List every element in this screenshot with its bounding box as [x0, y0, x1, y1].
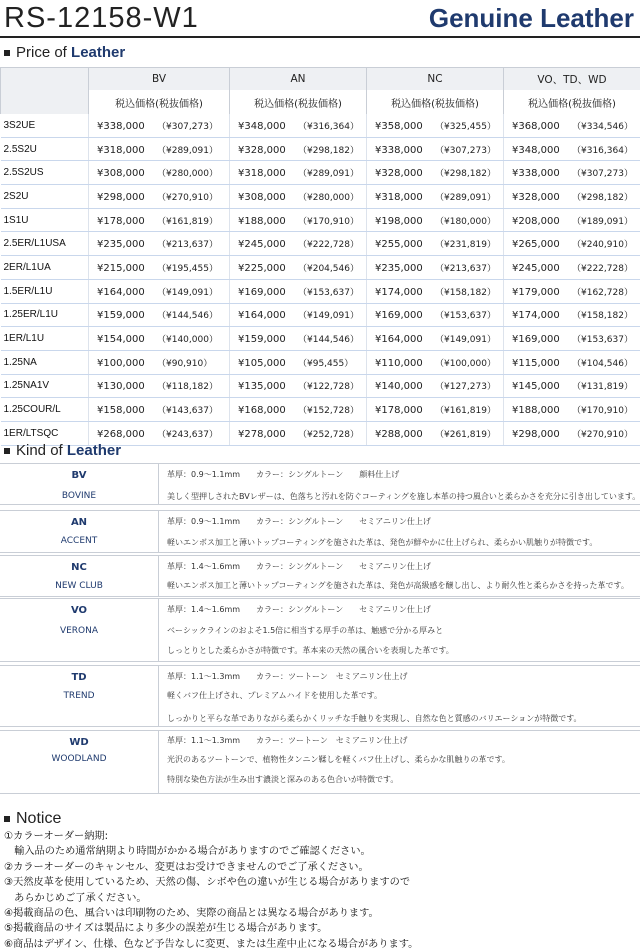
price-cell	[89, 137, 230, 161]
model-name: 1.25NA	[1, 350, 89, 374]
column-header: AN	[230, 68, 367, 91]
price-cell	[367, 137, 504, 161]
kind-code: VO	[0, 605, 158, 616]
tax-excluded-price: （¥213,637）	[435, 261, 496, 274]
tax-included-price: ¥235,000	[89, 239, 157, 250]
price-row	[1, 114, 640, 137]
notice-line: ③天然皮革を使用しているため、天然の傷、シボや色の違いが生じる場合がありますので	[4, 875, 418, 890]
tax-excluded-price: （¥289,091）	[435, 190, 496, 203]
tax-included-price: ¥298,000	[504, 429, 572, 440]
price-cell	[367, 114, 504, 137]
bullet-square-icon	[4, 50, 10, 56]
tax-excluded-price: （¥325,455）	[435, 119, 496, 132]
price-row	[1, 161, 640, 185]
notice-line: 輸入品のため通常納期より時間がかかる場合がありますのでご確認ください。	[4, 844, 418, 859]
subheader-blank	[1, 90, 89, 114]
price-cell	[504, 161, 640, 185]
price-cell	[504, 327, 640, 351]
column-subheader: 税込価格(税抜価格)	[230, 90, 367, 114]
tax-included-price: ¥168,000	[230, 405, 298, 416]
tax-included-price: ¥265,000	[504, 239, 572, 250]
tax-included-price: ¥164,000	[367, 334, 435, 345]
price-cell	[504, 114, 640, 137]
price-cell	[230, 161, 367, 185]
bullet-square-icon	[4, 448, 10, 454]
price-cell	[367, 350, 504, 374]
tax-included-price: ¥140,000	[367, 381, 435, 392]
model-name: 1ER/L1U	[1, 327, 89, 351]
kind-block-bv	[0, 463, 640, 505]
tax-excluded-price: （¥261,819）	[435, 427, 496, 440]
price-section-title: Price of Leather	[4, 44, 125, 61]
tax-excluded-price: （¥316,364）	[298, 119, 359, 132]
price-header-row	[1, 68, 640, 91]
price-row	[1, 303, 640, 327]
model-name: 3S2UE	[1, 114, 89, 137]
tax-included-price: ¥174,000	[367, 287, 435, 298]
tax-excluded-price: （¥144,546）	[157, 308, 218, 321]
tax-excluded-price: （¥307,273）	[157, 119, 218, 132]
price-cell	[367, 161, 504, 185]
model-name: 1.25NA1V	[1, 374, 89, 398]
tax-excluded-price: （¥280,000）	[298, 190, 359, 203]
tax-excluded-price: （¥144,546）	[298, 332, 359, 345]
tax-excluded-price: （¥100,000）	[435, 356, 496, 369]
price-cell	[230, 185, 367, 209]
kind-block-td	[0, 665, 640, 727]
tax-excluded-price: （¥149,091）	[298, 308, 359, 321]
price-row	[1, 137, 640, 161]
notice-list	[4, 829, 418, 952]
tax-excluded-price: （¥240,910）	[572, 237, 633, 250]
price-cell	[367, 421, 504, 445]
price-cell	[504, 185, 640, 209]
price-cell	[89, 208, 230, 232]
model-name: 1ER/LTSQC	[1, 421, 89, 445]
tax-excluded-price: （¥122,728）	[298, 379, 359, 392]
tax-excluded-price: （¥161,819）	[435, 403, 496, 416]
tax-excluded-price: （¥270,910）	[157, 190, 218, 203]
tax-included-price: ¥100,000	[89, 358, 157, 369]
tax-included-price: ¥225,000	[230, 263, 298, 274]
tax-excluded-price: （¥316,364）	[572, 143, 633, 156]
price-cell	[367, 303, 504, 327]
price-cell	[230, 303, 367, 327]
kind-code: NC	[0, 562, 158, 573]
kind-left	[0, 511, 159, 552]
kind-name: VERONA	[0, 626, 158, 636]
tax-excluded-price: （¥131,819）	[572, 379, 633, 392]
model-name: 2.5S2US	[1, 161, 89, 185]
notice-line: ②カラーオーダーのキャンセル、変更はお受けできませんのでご了承ください。	[4, 860, 418, 875]
tax-included-price: ¥308,000	[89, 168, 157, 179]
price-cell	[367, 327, 504, 351]
price-cell	[89, 374, 230, 398]
price-cell	[230, 137, 367, 161]
tax-excluded-price: （¥298,182）	[435, 166, 496, 179]
tax-excluded-price: （¥118,182）	[157, 379, 218, 392]
price-cell	[504, 256, 640, 280]
tax-included-price: ¥298,000	[89, 192, 157, 203]
kind-line: 革厚：1.4～1.6mm カラー：シングルトーン セミアニリン仕上げ	[167, 604, 431, 615]
tax-included-price: ¥338,000	[504, 168, 572, 179]
kind-left	[0, 464, 159, 504]
kind-name: ACCENT	[0, 536, 158, 546]
price-cell	[504, 137, 640, 161]
kind-line: 軽いエンボス加工と薄いトップコーティングを施された革は、発色が高級感を醸し出し、より耐久性と柔らかさを持った革です。	[167, 580, 629, 591]
price-cell	[89, 232, 230, 256]
tax-excluded-price: （¥280,000）	[157, 166, 218, 179]
price-cell	[504, 303, 640, 327]
tax-included-price: ¥159,000	[230, 334, 298, 345]
price-row	[1, 232, 640, 256]
price-cell	[504, 350, 640, 374]
price-subheader-row	[1, 90, 640, 114]
price-cell	[89, 398, 230, 422]
price-cell	[504, 232, 640, 256]
tax-excluded-price: （¥213,637）	[157, 237, 218, 250]
tax-included-price: ¥318,000	[230, 168, 298, 179]
model-name: 2ER/L1UA	[1, 256, 89, 280]
price-cell	[367, 256, 504, 280]
price-cell	[367, 374, 504, 398]
price-cell	[230, 114, 367, 137]
price-row	[1, 256, 640, 280]
tax-included-price: ¥169,000	[504, 334, 572, 345]
kind-line: 革厚：1.4～1.6mm カラー：シングルトーン セミアニリン仕上げ	[167, 561, 431, 572]
tax-included-price: ¥154,000	[89, 334, 157, 345]
price-cell	[230, 374, 367, 398]
kind-block-an	[0, 510, 640, 553]
price-cell	[230, 208, 367, 232]
tax-excluded-price: （¥180,000）	[435, 214, 496, 227]
price-row	[1, 350, 640, 374]
tax-excluded-price: （¥153,637）	[435, 308, 496, 321]
kind-line: しっとりとした柔らかさが特徴です。革本来の天然の風合いを表現した革です。	[167, 645, 454, 656]
price-cell	[367, 185, 504, 209]
price-cell	[504, 398, 640, 422]
model-name: 2.5S2U	[1, 137, 89, 161]
kind-name: BOVINE	[0, 491, 158, 501]
bullet-square-icon	[4, 816, 10, 822]
model-name: 1.25ER/L1U	[1, 303, 89, 327]
tax-excluded-price: （¥298,182）	[298, 143, 359, 156]
tax-included-price: ¥245,000	[230, 239, 298, 250]
tax-included-price: ¥328,000	[230, 145, 298, 156]
kind-line: 革厚：0.9～1.1mm カラー：シングルトーン 顔料仕上げ	[167, 469, 399, 480]
tax-included-price: ¥159,000	[89, 310, 157, 321]
tax-excluded-price: （¥149,091）	[435, 332, 496, 345]
price-row	[1, 279, 640, 303]
tax-included-price: ¥348,000	[504, 145, 572, 156]
tax-included-price: ¥135,000	[230, 381, 298, 392]
kind-line: 軽いエンボス加工と薄いトップコーティングを施された革は、発色が鮮やかに仕上げられ、柔らかい肌触りが特徴です。	[167, 537, 597, 548]
tax-excluded-price: （¥127,273）	[435, 379, 496, 392]
column-subheader: 税込価格(税抜価格)	[367, 90, 504, 114]
tax-included-price: ¥338,000	[367, 145, 435, 156]
kind-name: TREND	[0, 691, 158, 701]
tax-included-price: ¥318,000	[367, 192, 435, 203]
tax-included-price: ¥169,000	[367, 310, 435, 321]
tax-included-price: ¥169,000	[230, 287, 298, 298]
tax-excluded-price: （¥158,182）	[572, 308, 633, 321]
kind-left	[0, 666, 159, 726]
tax-included-price: ¥278,000	[230, 429, 298, 440]
price-cell	[504, 208, 640, 232]
tax-excluded-price: （¥222,728）	[298, 237, 359, 250]
price-table	[0, 67, 640, 446]
kind-name: WOODLAND	[0, 754, 158, 764]
price-cell	[367, 232, 504, 256]
tax-included-price: ¥328,000	[367, 168, 435, 179]
kind-code: AN	[0, 517, 158, 528]
kind-line: 特別な染色方法が生み出す濃淡と深みのある色合いが特徴です。	[167, 774, 398, 785]
tax-excluded-price: （¥289,091）	[157, 143, 218, 156]
model-number: RS-12158-W1	[4, 2, 199, 35]
tax-included-price: ¥179,000	[504, 287, 572, 298]
tax-excluded-price: （¥95,455）	[298, 356, 353, 369]
kind-line: 革厚：1.1～1.3mm カラー：ツートーン セミアニリン仕上げ	[167, 671, 407, 682]
kind-line: 美しく型押しされたBVレザーは、色落ちと汚れを防ぐコーティングを施し本革の持つ風合いと柔らかさを充分に引き出しています。	[167, 491, 640, 502]
tax-excluded-price: （¥307,273）	[435, 143, 496, 156]
tax-excluded-price: （¥162,728）	[572, 285, 633, 298]
kind-line: ベーシックラインのおよそ1.5倍に相当する厚手の革は、触感で分かる厚みと	[167, 625, 443, 636]
tax-included-price: ¥348,000	[230, 121, 298, 132]
price-row	[1, 185, 640, 209]
price-cell	[230, 232, 367, 256]
tax-excluded-price: （¥298,182）	[572, 190, 633, 203]
column-header: NC	[367, 68, 504, 91]
column-subheader: 税込価格(税抜価格)	[89, 90, 230, 114]
tax-excluded-price: （¥170,910）	[298, 214, 359, 227]
notice-line: あらかじめご了承ください。	[4, 891, 418, 906]
price-cell	[89, 256, 230, 280]
tax-excluded-price: （¥90,910）	[157, 356, 212, 369]
tax-included-price: ¥208,000	[504, 216, 572, 227]
tax-included-price: ¥188,000	[230, 216, 298, 227]
tax-excluded-price: （¥158,182）	[435, 285, 496, 298]
tax-excluded-price: （¥195,455）	[157, 261, 218, 274]
tax-excluded-price: （¥289,091）	[298, 166, 359, 179]
price-row	[1, 208, 640, 232]
column-subheader: 税込価格(税抜価格)	[504, 90, 640, 114]
tax-included-price: ¥188,000	[504, 405, 572, 416]
notice-line: ④掲載商品の色、風合いは印刷物のため、実際の商品とは異なる場合があります。	[4, 906, 418, 921]
tax-included-price: ¥235,000	[367, 263, 435, 274]
price-cell	[504, 421, 640, 445]
tax-included-price: ¥318,000	[89, 145, 157, 156]
notice-line: ①カラーオーダー納期:	[4, 829, 418, 844]
tax-included-price: ¥174,000	[504, 310, 572, 321]
notice-line: ⑤掲載商品のサイズは製品により多少の誤差が生じる場合があります。	[4, 921, 418, 936]
notice-title: Notice	[4, 810, 61, 828]
tax-included-price: ¥130,000	[89, 381, 157, 392]
kind-line: 軽くバフ仕上げされ、プレミアムハイドを使用した革です。	[167, 690, 382, 701]
tax-included-price: ¥164,000	[89, 287, 157, 298]
kind-block-wd	[0, 730, 640, 794]
tax-included-price: ¥358,000	[367, 121, 435, 132]
price-cell	[504, 279, 640, 303]
tax-included-price: ¥105,000	[230, 358, 298, 369]
model-name: 2S2U	[1, 185, 89, 209]
tax-excluded-price: （¥307,273）	[572, 166, 633, 179]
tax-excluded-price: （¥252,728）	[298, 427, 359, 440]
header-blank	[1, 68, 89, 91]
tax-excluded-price: （¥140,000）	[157, 332, 218, 345]
header-rule	[0, 36, 640, 38]
price-cell	[230, 256, 367, 280]
brand-title: Genuine Leather	[429, 3, 634, 34]
tax-included-price: ¥215,000	[89, 263, 157, 274]
tax-excluded-price: （¥231,819）	[435, 237, 496, 250]
tax-included-price: ¥245,000	[504, 263, 572, 274]
model-name: 1S1U	[1, 208, 89, 232]
kind-line: 光沢のあるツートーンで、植物性タンニン鞣しを軽くバフ仕上げし、柔らかな肌触りの革です。	[167, 754, 510, 765]
page-header	[0, 0, 640, 38]
price-cell	[230, 327, 367, 351]
kind-block-nc	[0, 555, 640, 597]
price-cell	[367, 208, 504, 232]
tax-excluded-price: （¥104,546）	[572, 356, 633, 369]
tax-included-price: ¥110,000	[367, 358, 435, 369]
price-cell	[367, 398, 504, 422]
price-cell	[367, 279, 504, 303]
tax-included-price: ¥328,000	[504, 192, 572, 203]
tax-included-price: ¥198,000	[367, 216, 435, 227]
price-cell	[504, 374, 640, 398]
tax-excluded-price: （¥152,728）	[298, 403, 359, 416]
tax-excluded-price: （¥153,637）	[298, 285, 359, 298]
price-cell	[89, 303, 230, 327]
tax-included-price: ¥255,000	[367, 239, 435, 250]
tax-included-price: ¥158,000	[89, 405, 157, 416]
tax-excluded-price: （¥170,910）	[572, 403, 633, 416]
tax-excluded-price: （¥270,910）	[572, 427, 633, 440]
tax-included-price: ¥308,000	[230, 192, 298, 203]
price-cell	[89, 161, 230, 185]
tax-excluded-price: （¥204,546）	[298, 261, 359, 274]
tax-excluded-price: （¥143,637）	[157, 403, 218, 416]
tax-included-price: ¥145,000	[504, 381, 572, 392]
tax-included-price: ¥288,000	[367, 429, 435, 440]
price-row	[1, 374, 640, 398]
model-name: 2.5ER/L1USA	[1, 232, 89, 256]
tax-included-price: ¥268,000	[89, 429, 157, 440]
kind-left	[0, 556, 159, 596]
column-header: BV	[89, 68, 230, 91]
kind-code: BV	[0, 470, 158, 481]
tax-included-price: ¥115,000	[504, 358, 572, 369]
kind-code: TD	[0, 672, 158, 683]
kind-left	[0, 599, 159, 661]
price-cell	[230, 350, 367, 374]
kind-block-vo	[0, 598, 640, 662]
tax-included-price: ¥368,000	[504, 121, 572, 132]
tax-included-price: ¥178,000	[89, 216, 157, 227]
column-header: VO、TD、WD	[504, 68, 640, 91]
tax-excluded-price: （¥334,546）	[572, 119, 633, 132]
tax-excluded-price: （¥189,091）	[572, 214, 633, 227]
tax-excluded-price: （¥153,637）	[572, 332, 633, 345]
price-cell	[89, 350, 230, 374]
price-cell	[230, 279, 367, 303]
notice-line: ⑥商品はデザイン、仕様、色など予告なしに変更、または生産中止になる場合があります。	[4, 937, 418, 952]
kind-section-title: Kind of Leather	[4, 442, 121, 459]
tax-excluded-price: （¥161,819）	[157, 214, 218, 227]
tax-excluded-price: （¥222,728）	[572, 261, 633, 274]
kind-line: 革厚：0.9～1.1mm カラー：シングルトーン セミアニリン仕上げ	[167, 516, 431, 527]
kind-name: NEW CLUB	[0, 581, 158, 591]
price-cell	[230, 398, 367, 422]
price-cell	[89, 185, 230, 209]
kind-left	[0, 731, 159, 793]
model-name: 1.5ER/L1U	[1, 279, 89, 303]
tax-included-price: ¥338,000	[89, 121, 157, 132]
tax-excluded-price: （¥149,091）	[157, 285, 218, 298]
price-cell	[89, 279, 230, 303]
kind-code: WD	[0, 737, 158, 748]
tax-excluded-price: （¥243,637）	[157, 427, 218, 440]
kind-line: 革厚：1.1～1.3mm カラー：ツートーン セミアニリン仕上げ	[167, 735, 407, 746]
price-cell	[89, 327, 230, 351]
tax-included-price: ¥164,000	[230, 310, 298, 321]
price-row	[1, 398, 640, 422]
kind-line: しっかりと平らな革でありながら柔らかくリッチな手触りを実現し、自然な色と質感のバリエーションが特徴です。	[167, 713, 582, 724]
price-cell	[89, 114, 230, 137]
model-name: 1.25COUR/L	[1, 398, 89, 422]
price-cell	[230, 421, 367, 445]
price-row	[1, 327, 640, 351]
tax-included-price: ¥178,000	[367, 405, 435, 416]
